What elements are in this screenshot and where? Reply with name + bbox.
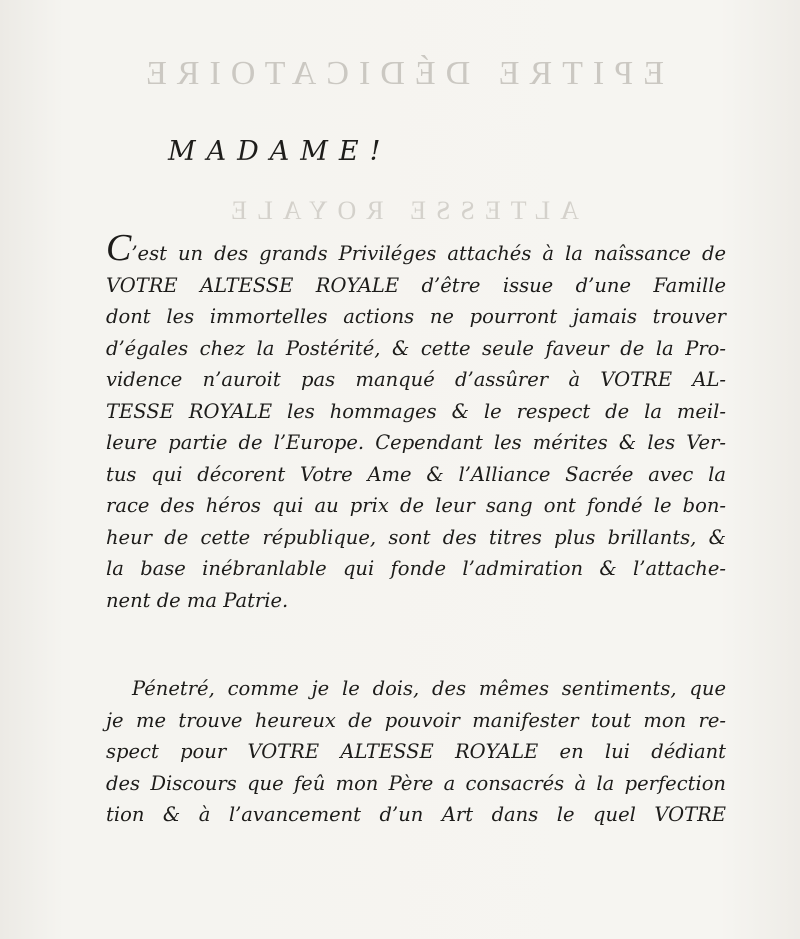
text-line: heur de cette république, sont des titres plus brillants, & xyxy=(106,525,726,549)
text-line: VOTRE ALTESSE ROYALE d’être issue d’une Famille xyxy=(106,273,726,297)
paragraph-1 xyxy=(106,227,726,616)
text-line: nent de ma Patrie. xyxy=(106,588,289,612)
text-line: tus qui décorent Votre Ame & l’Alliance Sacrée avec la xyxy=(106,462,726,486)
text-line: race des héros qui au prix de leur sang ont fondé le bon- xyxy=(106,494,726,517)
text-line: la base inébranlable qui fonde l’admiration & l’attache- xyxy=(106,557,726,580)
text-line: ’est un des grands Priviléges attachés à la naîssance de xyxy=(131,242,726,265)
text-line: d’égales chez la Postérité, & cette seule faveur de la Pro- xyxy=(106,336,726,360)
text-line: leure partie de l’Europe. Cependant les mérites & les Ver- xyxy=(106,431,726,454)
text-line: vidence n’auroit pas manqué d’assûrer à VOTRE AL- xyxy=(106,368,726,391)
text-line: des Discours que feû mon Père a consacrés à la perfection xyxy=(106,771,726,795)
paragraph-2 xyxy=(106,673,726,831)
text-line: tion & à l’avancement d’un Art dans le quel VOTRE xyxy=(106,803,726,826)
bleed-through-heading: EPITRE DÉDICATOIRE xyxy=(136,55,664,92)
text-line: TESSE ROYALE les hommages & le respect de la meil- xyxy=(106,399,726,423)
text-line: spect pour VOTRE ALTESSE ROYALE en lui dédiant xyxy=(106,740,726,763)
bleed-through-subheading: ALTESSE ROYALE xyxy=(221,196,579,225)
salutation: MADAME! xyxy=(168,136,392,167)
text-line: je me trouve heureux de pouvoir manifester tout mon re- xyxy=(106,708,726,732)
text-line: dont les immortelles actions ne pourront jamais trouver xyxy=(106,305,726,328)
drop-cap: C xyxy=(106,227,132,269)
text-line: Pénetré, comme je le dois, des mêmes sentiments, que xyxy=(132,677,726,700)
paragraph-1-line-1 xyxy=(106,227,726,270)
